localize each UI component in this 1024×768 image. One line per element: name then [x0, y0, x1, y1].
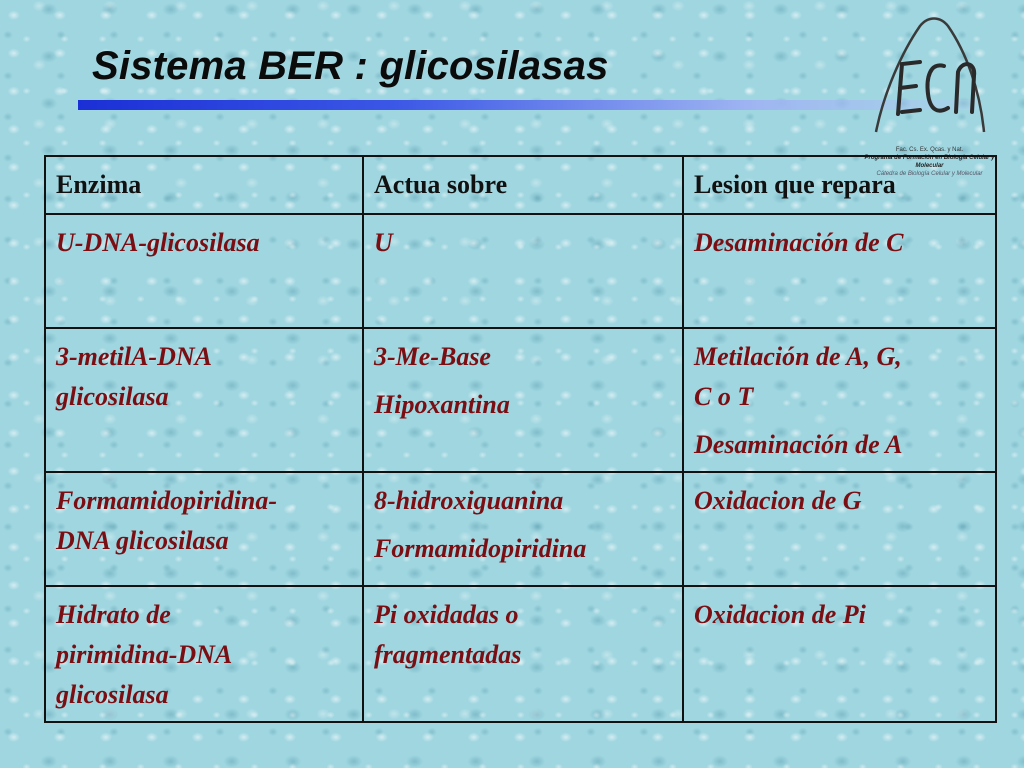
cell-line: fragmentadas — [374, 640, 522, 669]
cell-line: glicosilasa — [56, 382, 169, 411]
cell-line: glicosilasa — [56, 680, 169, 709]
cell-line: Desaminación de A — [694, 430, 903, 459]
cell-line: Formamidopiridina- — [56, 486, 278, 515]
cell-line: Oxidacion de Pi — [694, 600, 866, 629]
cell-line: 8-hidroxiguanina — [374, 486, 564, 515]
cell-line: U-DNA-glicosilasa — [56, 228, 260, 257]
cell-lesion — [683, 214, 996, 328]
cell-line: Oxidacion de G — [694, 486, 862, 515]
logo-caption-line: Programa de Formación en Biología Celular y Molecular — [864, 155, 995, 169]
column-header-lesion: Lesion que repara — [683, 156, 996, 214]
logo-caption-line: Fac. Cs. Ex. Qcas. y Nat. — [895, 147, 964, 153]
table-row — [45, 328, 996, 472]
cell-line: DNA glicosilasa — [56, 526, 229, 555]
cell-lesion — [683, 328, 996, 472]
glicosilasas-table — [44, 155, 997, 723]
cell-actua-sobre — [363, 472, 683, 586]
table-row — [45, 214, 996, 328]
cell-line: C o T — [694, 382, 754, 411]
cell-enzima — [45, 586, 363, 722]
cell-actua-sobre — [363, 586, 683, 722]
cell-line: Metilación de A, G, — [694, 342, 902, 371]
title-underline — [78, 100, 978, 110]
cell-actua-sobre — [363, 328, 683, 472]
cell-line: 3-Me-Base — [374, 342, 491, 371]
cell-line: U — [374, 228, 393, 257]
cell-enzima — [45, 472, 363, 586]
cell-enzima — [45, 214, 363, 328]
cell-line: pirimidina-DNA — [56, 640, 233, 669]
logo-caption-line: Cátedra de Biología Celular y Molecular — [876, 171, 983, 177]
cell-actua-sobre — [363, 214, 683, 328]
cell-lesion — [683, 472, 996, 586]
cell-line: Hipoxantina — [374, 390, 510, 419]
table-header-row — [45, 156, 996, 214]
cell-lesion — [683, 586, 996, 722]
cell-line: Desaminación de C — [694, 228, 904, 257]
table-row — [45, 472, 996, 586]
cell-line: Hidrato de — [56, 600, 171, 629]
slide-title: Sistema BER : glicosilasas — [92, 44, 609, 88]
cell-enzima — [45, 328, 363, 472]
cell-line: 3-metilA-DNA — [56, 342, 212, 371]
column-header-actua-sobre: Actua sobre — [363, 156, 683, 214]
cell-line: Formamidopiridina — [374, 534, 587, 563]
column-header-enzima: Enzima — [45, 156, 363, 214]
table-row — [45, 586, 996, 722]
cell-line: Pi oxidadas o — [374, 600, 519, 629]
